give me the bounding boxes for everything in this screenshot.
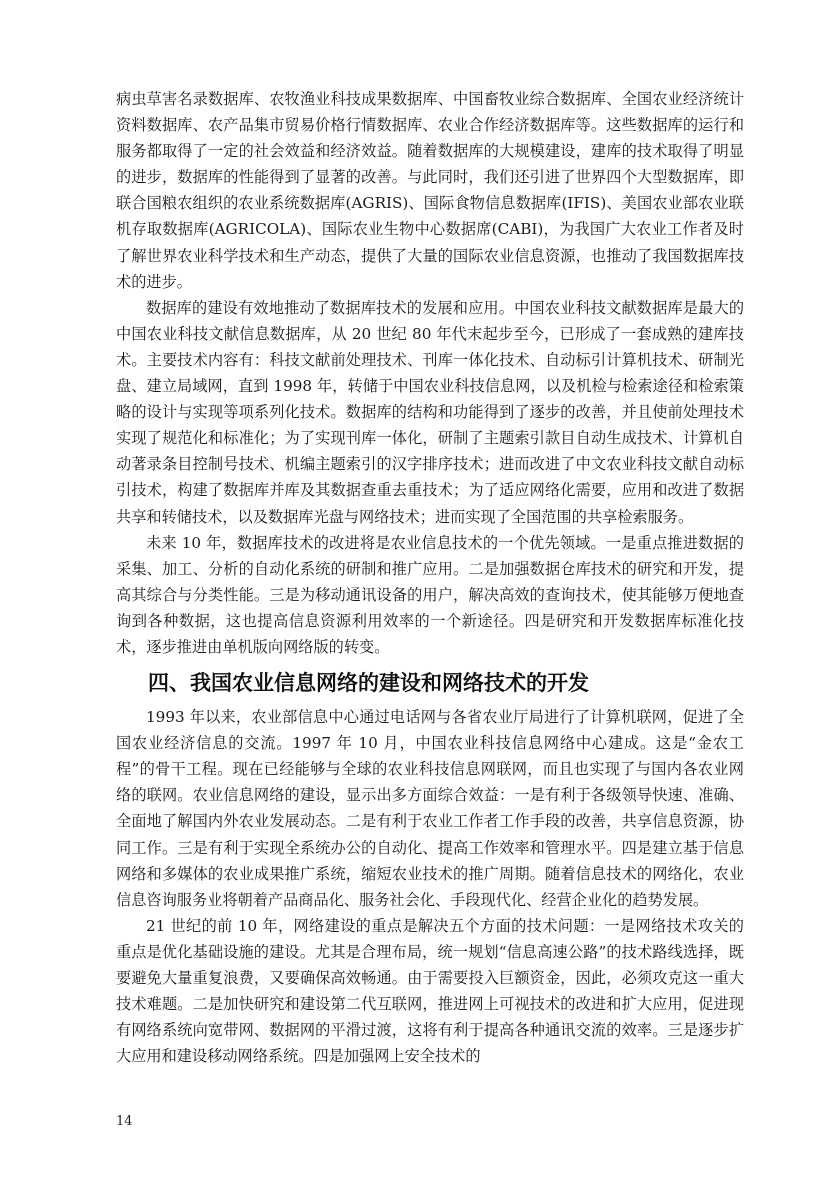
section-heading: 四、我国农业信息网络的建设和网络技术的开发: [148, 671, 589, 696]
paragraph-database-construction: 数据库的建设有效地推动了数据库技术的发展和应用。中国农业科技文献数据库是最大的中国农业科技文献信息数据库，从 20 世纪 80 年代末起步至今，已形成了一套成熟的建库技术。主要技术内容有：科技文献前处理技术、刊库一体化技术、自动标引计算机技术、研制光盘、建立局域网，直到 1998 年，转储于中国农业科技信息网，以及机检与检索途径和检索策略的设计与实现等项系列化技术。数据库的结构和功能得到了逐步的改善，并且使前处理技术实现了规范化和标准化；为了实现刊库一体化，研制了主题索引款目自动生成技术、计算机自动著录条目控制号技术、机编主题索引的汉字排序技术；进而改进了中文农业科技文献自动标引技术，构建了数据库并库及其数据查重去重技术；为了适应网络化需要，应用和改进了数据共享和转储技术，以及数据库光盘与网络技术；进而实现了全国范围的共享检索服务。: [116, 298, 744, 526]
paragraph-database-future: 未来 10 年，数据库技术的改进将是农业信息技术的一个优先领域。一是重点推进数据的采集、加工、分析的自动化系统的研制和推广应用。二是加强数据仓库技术的研究和开发，提高其综合与分类性能。三是为移动通讯设备的用户，解决高效的查询技术，使其能够万便地查询到各种数据，这也提高信息资源利用效率的一个新途径。四是研究和开发数据库标准化技术，逐步推进由单机版向网络版的转变。: [116, 533, 744, 656]
page-number: 14: [116, 1114, 133, 1129]
page-body: [116, 86, 744, 1069]
paragraph-network-history: 1993 年以来，农业部信息中心通过电话网与各省农业厅局进行了计算机联网，促进了全国农业经济信息的交流。1997 年 10 月，中国农业科技信息网络中心建成。这是“金农工程”的骨干工程。现在已经能够与全球的农业科技信息网联网，而且也实现了与国内各农业网络的联网。农业信息网络的建设，显示出多方面综合效益：一是有利于各级领导快速、准确、全面地了解国内外农业发展动态。二是有利于农业工作者工作手段的改善，共享信息资源，协同工作。三是有利于实现全系统办公的自动化、提高工作效率和管理水平。四是建立基于信息网络和多媒体的农业成果推广系统，缩短农业技术的推广周期。随着信息技术的网络化，农业信息咨询服务业将朝着产品商品化、服务社会化、手段现代化、经营企业化的趋势发展。: [116, 708, 744, 909]
paragraph-network-future: 21 世纪的前 10 年，网络建设的重点是解决五个方面的技术问题：一是网络技术攻关的重点是优化基础设施的建设。尤其是合理布局，统一规划“信息高速公路”的技术路线选择，既要避免大量重复浪费，又要确保高效畅通。由于需要投入巨额资金，因此，必须攻克这一重大技术难题。二是加快研究和建设第二代互联网，推进网上可视技术的改进和扩大应用，促进现有网络系统向宽带网、数据网的平滑过渡，这将有利于提高各种通讯交流的效率。三是逐步扩大应用和建设移动网络系统。四是加强网上安全技术的: [116, 916, 744, 1066]
paragraph-continued: 病虫草害名录数据库、农牧渔业科技成果数据库、中国畜牧业综合数据库、全国农业经济统计资料数据库、农产品集市贸易价格行情数据库、农业合作经济数据库等。这些数据库的运行和服务都取得了一定的社会效益和经济效益。随着数据库的大规模建设，建库的技术取得了明显的进步，数据库的性能得到了显著的改善。与此同时，我们还引进了世界四个大型数据库，即联合国粮农组织的农业系统数据库(AGRIS)、国际食物信息数据库(IFIS)、美国农业部农业联机存取数据库(AGRICOLA)、国际农业生物中心数据席(CABI)，为我国广大农业工作者及时了解世界农业科学技术和生产动态，提供了大量的国际农业信息资源，也推动了我国数据库技术的进步。: [116, 90, 744, 291]
